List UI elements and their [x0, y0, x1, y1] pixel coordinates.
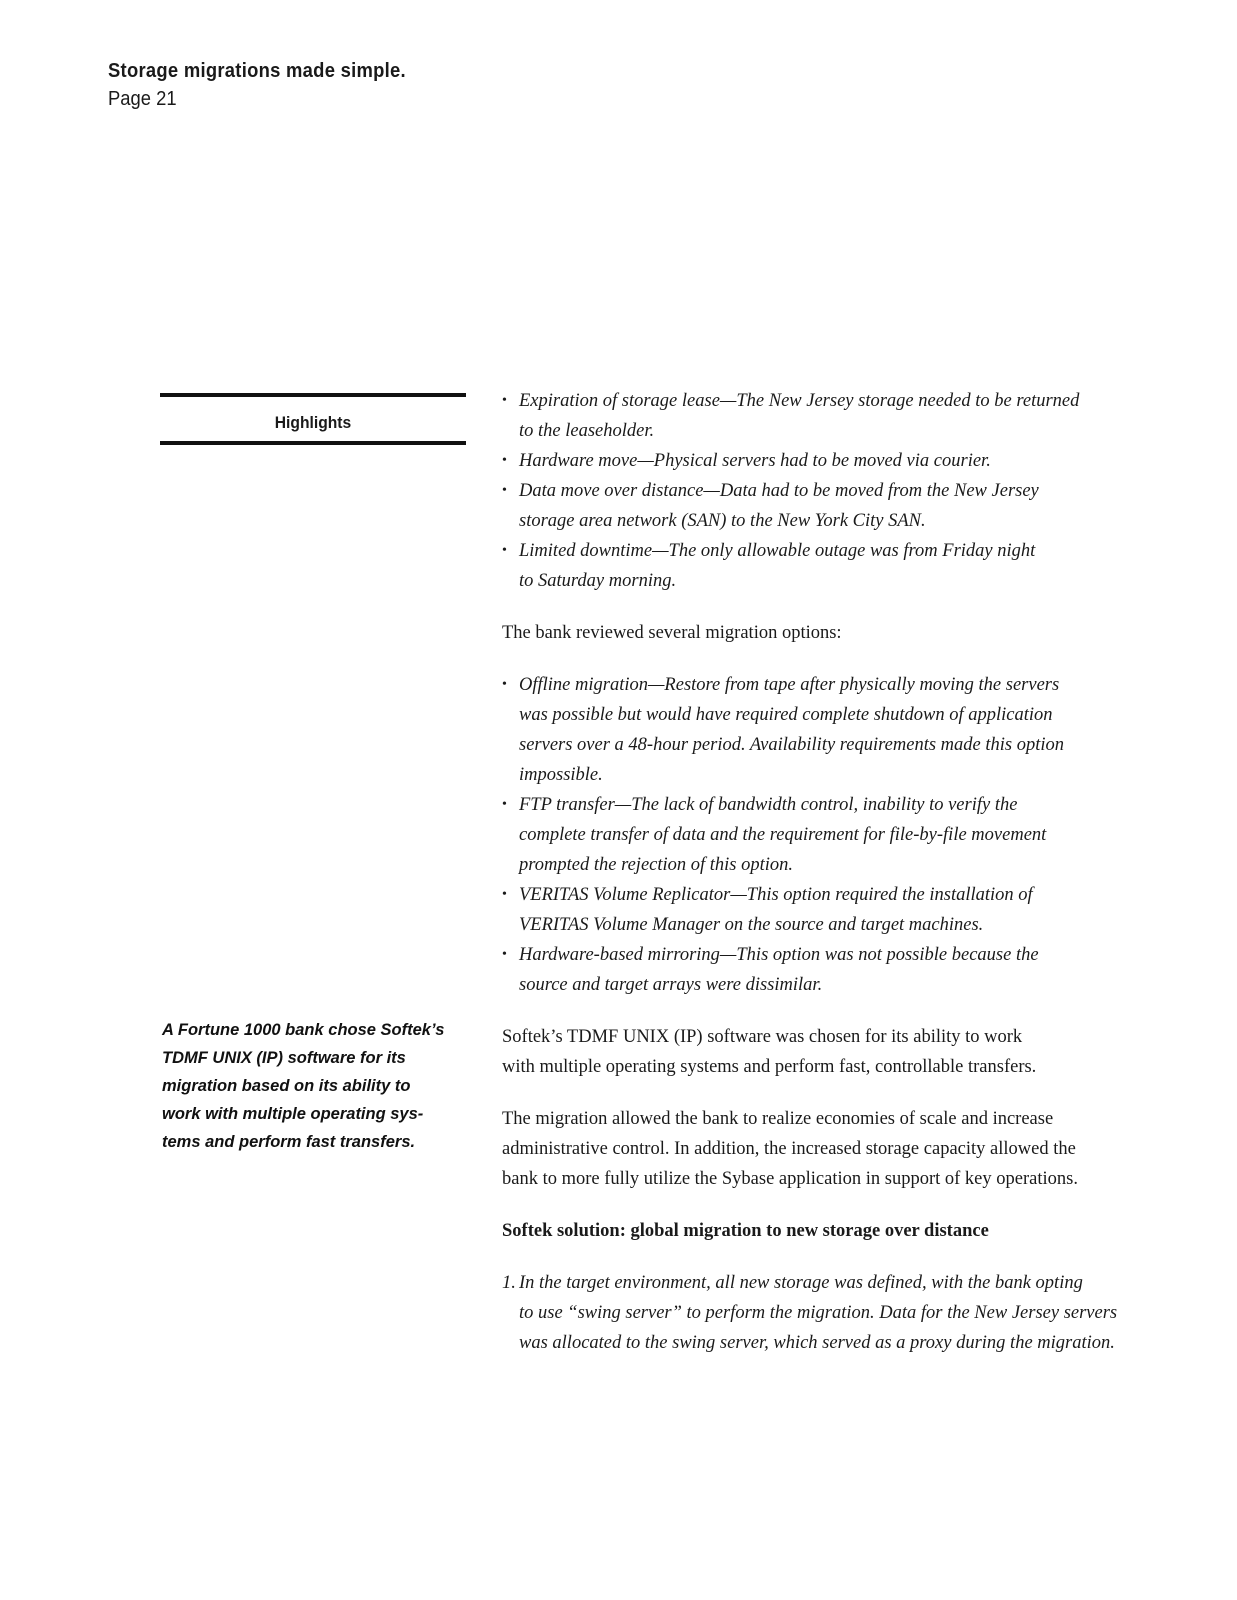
list-item-line: complete transfer of data and the requirement for file-by-file movement [519, 825, 1047, 845]
list-item-line: VERITAS Volume Replicator—This option required the installation of [519, 885, 1033, 905]
quote-line: tems and perform fast transfers. [162, 1133, 416, 1151]
paragraph-migration-benefits [502, 1104, 1152, 1194]
list-item-line: to Saturday morning. [519, 571, 677, 591]
list-item-line: Offline migration—Restore from tape after physically moving the servers [519, 675, 1060, 695]
list-item-line: was possible but would have required complete shutdown of application [519, 705, 1053, 725]
highlights-label: Highlights [274, 413, 352, 432]
solution-steps [502, 1268, 1152, 1358]
list-item-line: was allocated to the swing server, which served as a proxy during the migration. [519, 1333, 1115, 1353]
highlights-box [160, 393, 466, 445]
paragraph-line: bank to more fully utilize the Sybase application in support of key operations. [502, 1169, 1078, 1189]
list-item-line: Hardware-based mirroring—This option was not possible because the [519, 945, 1039, 965]
list-item [502, 670, 1152, 790]
paragraph-line: Softek’s TDMF UNIX (IP) software was chosen for its ability to work [502, 1027, 1023, 1047]
bullet: • [502, 797, 507, 812]
list-item-line: Limited downtime—The only allowable outage was from Friday night [519, 541, 1036, 561]
list-item [502, 536, 1152, 596]
list-item-line: FTP transfer—The lack of bandwidth control, inability to verify the [519, 795, 1018, 815]
list-item [502, 386, 1152, 446]
bullet: • [502, 393, 507, 408]
bullet: • [502, 453, 507, 468]
step-number: 1. [502, 1273, 516, 1293]
list-item [502, 446, 1152, 476]
list-item-line: impossible. [519, 765, 603, 785]
quote-line: migration based on its ability to [162, 1077, 411, 1095]
options-intro: The bank reviewed several migration options: [502, 623, 842, 643]
list-item [502, 1268, 1152, 1358]
list-item [502, 880, 1152, 940]
main-column [502, 386, 1152, 1358]
quote-line: work with multiple operating sys- [162, 1105, 424, 1123]
bullet: • [502, 887, 507, 902]
paragraph-line: administrative control. In addition, the increased storage capacity allowed the [502, 1139, 1076, 1159]
list-item-line: In the target environment, all new storage was defined, with the bank opting [519, 1273, 1083, 1293]
bullet: • [502, 483, 507, 498]
list-item [502, 940, 1152, 1000]
paragraph-line: The migration allowed the bank to realize economies of scale and increase [502, 1109, 1054, 1129]
bullet: • [502, 677, 507, 692]
options-list [502, 670, 1152, 1000]
list-item-line: Data move over distance—Data had to be moved from the New Jersey [519, 481, 1039, 501]
sidebar-pull-quote [162, 1016, 468, 1156]
quote-line: TDMF UNIX (IP) software for its [162, 1049, 406, 1067]
page-number: Page 21 [108, 88, 177, 110]
paragraph-line: with multiple operating systems and perform fast, controllable transfers. [502, 1057, 1037, 1077]
list-item-line: to use “swing server” to perform the migration. Data for the New Jersey servers [519, 1303, 1118, 1323]
list-item-line: prompted the rejection of this option. [519, 855, 794, 875]
list-item-line: servers over a 48-hour period. Availability requirements made this option [519, 735, 1065, 755]
bullet: • [502, 543, 507, 558]
list-item [502, 790, 1152, 880]
list-item-line: Expiration of storage lease—The New Jersey storage needed to be returned [519, 391, 1080, 411]
paragraph-softek-choice [502, 1022, 1152, 1082]
challenge-list [502, 386, 1152, 596]
bullet: • [502, 947, 507, 962]
list-item-line: storage area network (SAN) to the New York City SAN. [519, 511, 926, 531]
header-title: Storage migrations made simple. [108, 60, 406, 82]
section-subheading: Softek solution: global migration to new storage over distance [502, 1221, 989, 1241]
list-item-line: to the leaseholder. [519, 421, 655, 441]
list-item-line: Hardware move—Physical servers had to be moved via courier. [519, 451, 991, 471]
list-item-line: VERITAS Volume Manager on the source and target machines. [519, 915, 984, 935]
list-item-line: source and target arrays were dissimilar. [519, 975, 823, 995]
list-item [502, 476, 1152, 536]
quote-line: A Fortune 1000 bank chose Softek’s [162, 1021, 445, 1039]
